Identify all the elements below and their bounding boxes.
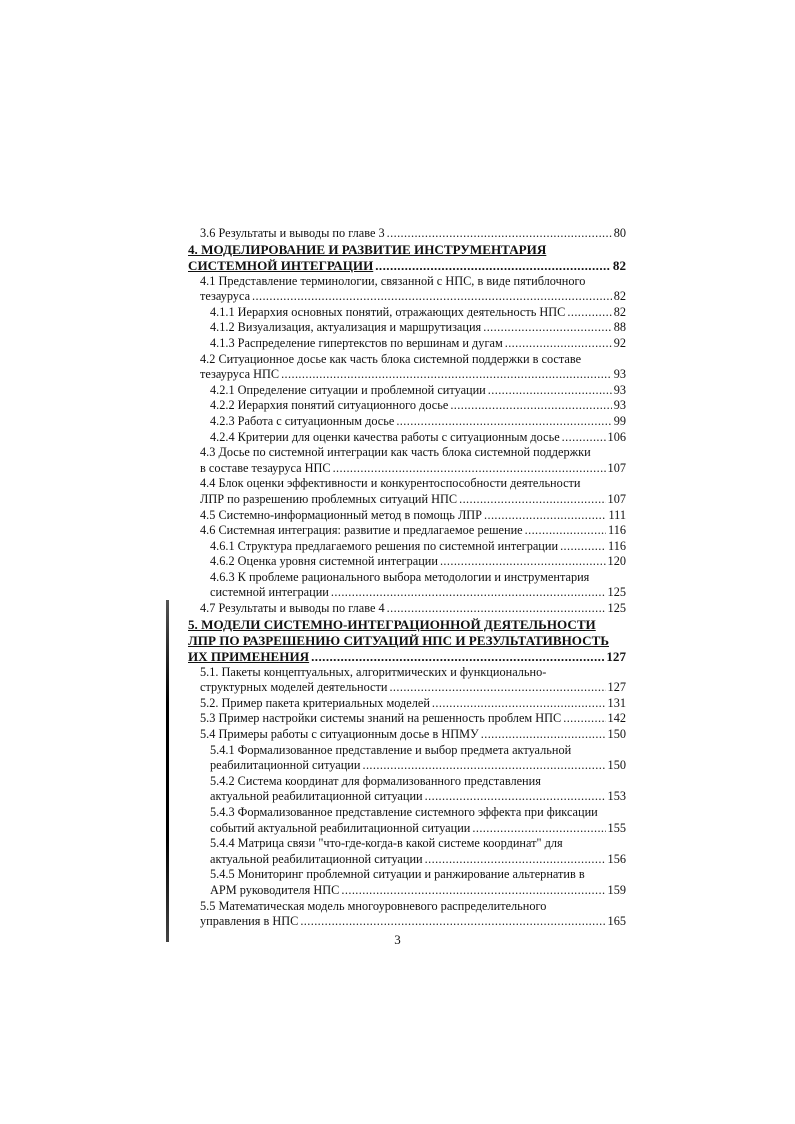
toc-entry-3-6 <box>188 226 626 242</box>
toc-entry-page: 93 <box>613 382 626 397</box>
toc-entry-title: актуальной реабилитационной ситуации <box>210 789 423 804</box>
toc-entry-title: 3.6 Результаты и выводы по главе 3 <box>200 226 385 240</box>
toc-entry-title-line: 5.1. Пакеты концептуальных, алгоритмических и функционально- <box>200 664 547 679</box>
toc-entry-5-4 <box>188 727 626 743</box>
toc-entry-page: 150 <box>607 758 626 773</box>
toc-entry-4-6-3 <box>188 570 626 601</box>
toc-entry-4-6-2 <box>188 554 626 570</box>
toc-entry-title: в составе тезауруса НПС <box>200 460 331 475</box>
toc-entry-title: тезауруса <box>200 289 251 304</box>
toc-entry-title-line: 5.4.5 Мониторинг проблемной ситуации и ранжирование альтернатив в <box>210 867 585 882</box>
table-of-contents <box>188 226 626 930</box>
toc-entry-4-2-3 <box>188 414 626 430</box>
dot-leader <box>389 680 605 696</box>
toc-entry-5-4-2 <box>188 774 626 805</box>
toc-entry-page: 111 <box>608 507 626 522</box>
dot-leader <box>281 367 612 383</box>
toc-entry-page: 127 <box>607 680 626 695</box>
toc-entry-page: 80 <box>613 226 626 240</box>
toc-entry-title: структурных моделей деятельности <box>200 680 388 695</box>
dot-leader <box>483 320 611 336</box>
toc-entry-title: 5.4 Примеры работы с ситуационным досье в НПМУ <box>200 727 479 742</box>
dot-leader <box>341 883 605 899</box>
toc-entry-title: событий актуальной реабилитационной ситуации <box>210 820 471 835</box>
toc-entry-title: 4.2.4 Критерии для оценки качества работы с ситуационным досье <box>210 429 560 444</box>
toc-entry-4-1-3 <box>188 336 626 352</box>
toc-entry-page: 82 <box>613 289 626 304</box>
toc-entry-title-line: 4. МОДЕЛИРОВАНИЕ И РАЗВИТИЕ ИНСТРУМЕНТАРИЯ <box>188 241 547 257</box>
dot-leader <box>331 585 606 601</box>
toc-entry-title: 4.6.1 Структура предлагаемого решения по системной интеграции <box>210 538 559 553</box>
toc-entry-page: 99 <box>613 413 626 428</box>
toc-entry-page: 82 <box>613 304 626 319</box>
dot-leader <box>425 789 606 805</box>
toc-entry-page: 131 <box>607 695 626 710</box>
dot-leader <box>450 398 611 414</box>
dot-leader <box>396 414 611 430</box>
dot-leader <box>333 461 606 477</box>
toc-entry-title: 5.2. Пример пакета критериальных моделей <box>200 695 430 710</box>
dot-leader <box>311 649 604 665</box>
toc-entry-page: 120 <box>607 554 626 569</box>
toc-entry-4-7 <box>188 601 626 617</box>
dot-leader <box>387 226 612 242</box>
toc-entry-5-3 <box>188 711 626 727</box>
dot-leader <box>375 258 611 274</box>
toc-entry-title: 4.1.1 Иерархия основных понятий, отражающих деятельность НПС <box>210 304 566 319</box>
toc-entry-title: актуальной реабилитационной ситуации <box>210 851 423 866</box>
toc-entry-title: ИХ ПРИМЕНЕНИЯ <box>188 648 310 664</box>
toc-entry-5 <box>188 617 626 665</box>
toc-entry-page: 125 <box>607 601 626 616</box>
toc-entry-title: 4.2.3 Работа с ситуационным досье <box>210 413 395 428</box>
dot-leader <box>432 696 606 712</box>
toc-entry-title: 4.6.2 Оценка уровня системной интеграции <box>210 554 438 569</box>
toc-entry-title: управления в НПС <box>200 914 299 929</box>
toc-entry-title: 4.1.3 Распределение гипертекстов по вершинам и дугам <box>210 335 503 350</box>
toc-entry-page: 106 <box>607 429 626 444</box>
toc-entry-page: 116 <box>608 523 626 538</box>
dot-leader <box>472 821 605 837</box>
toc-entry-title: АРМ руководителя НПС <box>210 882 340 897</box>
toc-entry-title: 4.7 Результаты и выводы по главе 4 <box>200 601 385 616</box>
toc-entry-page: 142 <box>607 711 626 726</box>
dot-leader <box>484 508 606 524</box>
toc-entry-page: 150 <box>607 727 626 742</box>
toc-entry-title: СИСТЕМНОЙ ИНТЕГРАЦИИ <box>188 257 374 273</box>
toc-entry-5-2 <box>188 696 626 712</box>
toc-entry-title: реабилитационной ситуации <box>210 758 361 773</box>
toc-entry-title-line: 4.4 Блок оценки эффективности и конкурентоспособности деятельности <box>200 476 581 491</box>
dot-leader <box>488 383 612 399</box>
toc-entry-title-line: 5.4.2 Система координат для формализованного представления <box>210 773 541 788</box>
dot-leader <box>387 601 606 617</box>
toc-entry-title-line: 5.4.3 Формализованное представление системного эффекта при фиксации <box>210 805 598 819</box>
toc-entry-4-4 <box>188 476 626 507</box>
toc-entry-4-1 <box>188 274 626 305</box>
dot-leader <box>300 914 605 930</box>
dot-leader <box>567 305 611 321</box>
toc-entry-title-line: 5. МОДЕЛИ СИСТЕМНО-ИНТЕГРАЦИОННОЙ ДЕЯТЕЛЬНОСТИ <box>188 616 596 632</box>
toc-entry-5-4-4 <box>188 836 626 867</box>
toc-entry-5-5 <box>188 899 626 930</box>
dot-leader <box>525 523 606 539</box>
toc-entry-title-line: 4.6.3 К проблеме рационального выбора методологии и инструментария <box>210 569 590 584</box>
toc-entry-title-line: 4.1 Представление терминологии, связанной с НПС, в виде пятиблочного <box>200 273 586 288</box>
dot-leader <box>563 711 605 727</box>
toc-entry-page: 88 <box>613 320 626 335</box>
toc-entry-title: системной интеграции <box>210 585 329 600</box>
toc-entry-5-1 <box>188 665 626 696</box>
toc-entry-page: 93 <box>613 398 626 413</box>
dot-leader <box>560 539 606 555</box>
toc-entry-page: 92 <box>613 335 626 350</box>
toc-entry-title: 4.5 Системно-информационный метод в помощь ЛПР <box>200 507 482 522</box>
toc-entry-page: 116 <box>608 538 626 553</box>
toc-entry-4 <box>188 242 626 274</box>
toc-entry-page: 82 <box>612 257 626 273</box>
toc-entry-4-1-2 <box>188 320 626 336</box>
toc-entry-title: 4.6 Системная интеграция: развитие и предлагаемое решение <box>200 523 523 538</box>
dot-leader <box>362 758 605 774</box>
toc-entry-5-4-5 <box>188 867 626 898</box>
toc-entry-title: 5.3 Пример настройки системы знаний на решенность проблем НПС <box>200 711 562 726</box>
dot-leader <box>481 727 606 743</box>
toc-entry-title: ЛПР по разрешению проблемных ситуаций НПС <box>200 491 458 506</box>
dot-leader <box>562 430 606 446</box>
scan-edge-bar <box>166 600 169 942</box>
toc-entry-page: 165 <box>607 914 626 929</box>
toc-entry-page: 159 <box>607 882 626 897</box>
toc-entry-title: тезауруса НПС <box>200 367 280 382</box>
toc-entry-4-3 <box>188 445 626 476</box>
toc-entry-4-2-4 <box>188 430 626 446</box>
toc-entry-4-2-1 <box>188 383 626 399</box>
toc-entry-4-1-1 <box>188 305 626 321</box>
toc-entry-title-line: 4.3 Досье по системной интеграции как часть блока системной поддержки <box>200 445 591 460</box>
toc-entry-4-5 <box>188 508 626 524</box>
page-number: 3 <box>394 932 401 947</box>
dot-leader <box>252 289 612 305</box>
toc-entry-page: 125 <box>607 585 626 600</box>
toc-entry-4-6-1 <box>188 539 626 555</box>
toc-entry-title: 4.2.1 Определение ситуации и проблемной ситуации <box>210 382 486 397</box>
dot-leader <box>440 554 606 570</box>
toc-entry-4-2 <box>188 352 626 383</box>
toc-entry-5-4-1 <box>188 743 626 774</box>
toc-entry-5-4-3 <box>188 805 626 836</box>
toc-entry-page: 107 <box>607 460 626 475</box>
dot-leader <box>459 492 605 508</box>
toc-entry-page: 155 <box>607 820 626 835</box>
toc-entry-page: 127 <box>606 648 626 664</box>
toc-entry-title-line: ЛПР ПО РАЗРЕШЕНИЮ СИТУАЦИЙ НПС И РЕЗУЛЬТАТИВНОСТЬ <box>188 632 609 648</box>
toc-entry-page: 156 <box>607 851 626 866</box>
toc-entry-page: 153 <box>607 789 626 804</box>
toc-entry-title: 4.1.2 Визуализация, актуализация и маршрутизация <box>210 320 482 335</box>
toc-entry-title-line: 5.5 Математическая модель многоуровневого распределительного <box>200 898 547 913</box>
toc-entry-title-line: 5.4.4 Матрица связи "что-где-когда-в какой системе координат" для <box>210 836 563 851</box>
toc-entry-title: 4.2.2 Иерархия понятий ситуационного досье <box>210 398 449 413</box>
toc-entry-page: 107 <box>607 491 626 506</box>
toc-entry-title-line: 5.4.1 Формализованное представление и выбор предмета актуальной <box>210 742 572 757</box>
toc-entry-4-2-2 <box>188 398 626 414</box>
toc-entry-title-line: 4.2 Ситуационное досье как часть блока системной поддержки в составе <box>200 351 582 366</box>
toc-entry-4-6 <box>188 523 626 539</box>
dot-leader <box>425 852 606 868</box>
dot-leader <box>505 336 612 352</box>
toc-entry-page: 93 <box>613 367 626 382</box>
